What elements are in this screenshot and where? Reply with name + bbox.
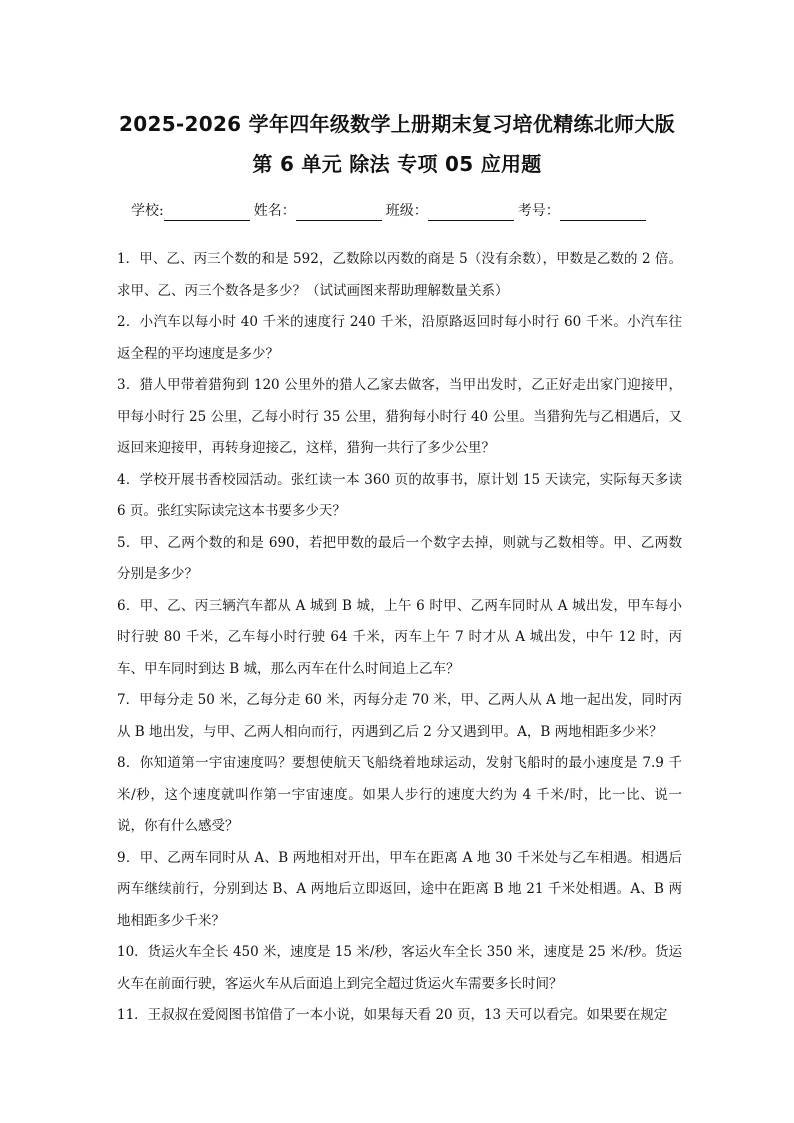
class-label: 班级： xyxy=(385,203,428,219)
question-item: 1．甲、乙、丙三个数的和是 592，乙数除以丙数的商是 5（没有余数），甲数是乙数的 2 倍。求甲、乙、丙三个数各是多少？（试试画图来帮助理解数量关系） xyxy=(117,251,682,299)
question-list xyxy=(117,244,682,1032)
question-item: 8．你知道第一宇宙速度吗？要想使航天飞船绕着地球运动，发射飞船时的最小速度是 7.9 千米/秒，这个速度就叫作第一宇宙速度。如果人步行的速度大约为 4 千米/时，比一比、说一说，你有什么感受？ xyxy=(117,755,682,834)
question-item: 10．货运火车全长 450 米，速度是 15 米/秒，客运火车全长 350 米，速度是 25 米/秒。货运火车在前面行驶，客运火车从后面追上到完全超过货运火车需要多长时间？ xyxy=(117,944,682,992)
question-item: 11．王叔叔在爱阅图书馆借了一本小说，如果每天看 20 页，13 天可以看完。如果要在规定 xyxy=(117,1007,668,1023)
exam-no-blank xyxy=(560,204,646,221)
question-item: 5．甲、乙两个数的和是 690，若把甲数的最后一个数字去掉，则就与乙数相等。甲、乙两数分别是多少？ xyxy=(117,534,682,582)
school-label: 学校: xyxy=(131,203,164,219)
name-label: 姓名： xyxy=(253,203,296,219)
question-item: 6．甲、乙、丙三辆汽车都从 A 城到 B 城，上午 6 时甲、乙两车同时从 A 城出发，甲车每小时行驶 80 千米，乙车每小时行驶 64 千米，丙车上午 7 时才从 A 城出发，中午 12 时，丙车、甲车同时到达 B 城，那么丙车在什么时间追上乙车？ xyxy=(117,597,682,677)
question-item: 9．甲、乙两车同时从 A、B 两地相对开出，甲车在距离 A 地 30 千米处与乙车相遇。相遇后两车继续前行，分别到达 B、A 两地后立即返回，途中在距离 B 地 21 千米处相遇。A、B 两地相距多少千米？ xyxy=(117,849,682,929)
class-blank xyxy=(428,204,514,221)
document-subtitle: 第 6 单元 除法 专项 05 应用题 xyxy=(252,152,542,176)
name-blank xyxy=(296,204,382,221)
school-blank xyxy=(164,204,250,221)
question-item: 4．学校开展书香校园活动。张红读一本 360 页的故事书，原计划 15 天读完，实际每天多读 6 页。张红实际读完这本书要多少天？ xyxy=(117,471,682,519)
question-item: 3．猎人甲带着猎狗到 120 公里外的猎人乙家去做客，当甲出发时，乙正好走出家门迎接甲，甲每小时行 25 公里，乙每小时行 35 公里，猎狗每小时行 40 公里。当猎狗先与乙相遇后，又返回来迎接甲，再转身迎接乙，这样，猎狗一共行了多少公里？ xyxy=(117,377,682,456)
document-title: 2025-2026 学年四年级数学上册期末复习培优精练北师大版 xyxy=(119,112,675,136)
exam-no-label: 考号： xyxy=(517,203,560,219)
student-info-row xyxy=(131,201,691,221)
question-item: 2．小汽车以每小时 40 千米的速度行 240 千米，沿原路返回时每小时行 60 千米。小汽车往返全程的平均速度是多少？ xyxy=(117,314,682,362)
question-item: 7．甲每分走 50 米，乙每分走 60 米，丙每分走 70 米，甲、乙两人从 A 地一起出发，同时丙从 B 地出发，与甲、乙两人相向而行，丙遇到乙后 2 分又遇到甲。A，B 两地相距多少米？ xyxy=(117,692,682,740)
